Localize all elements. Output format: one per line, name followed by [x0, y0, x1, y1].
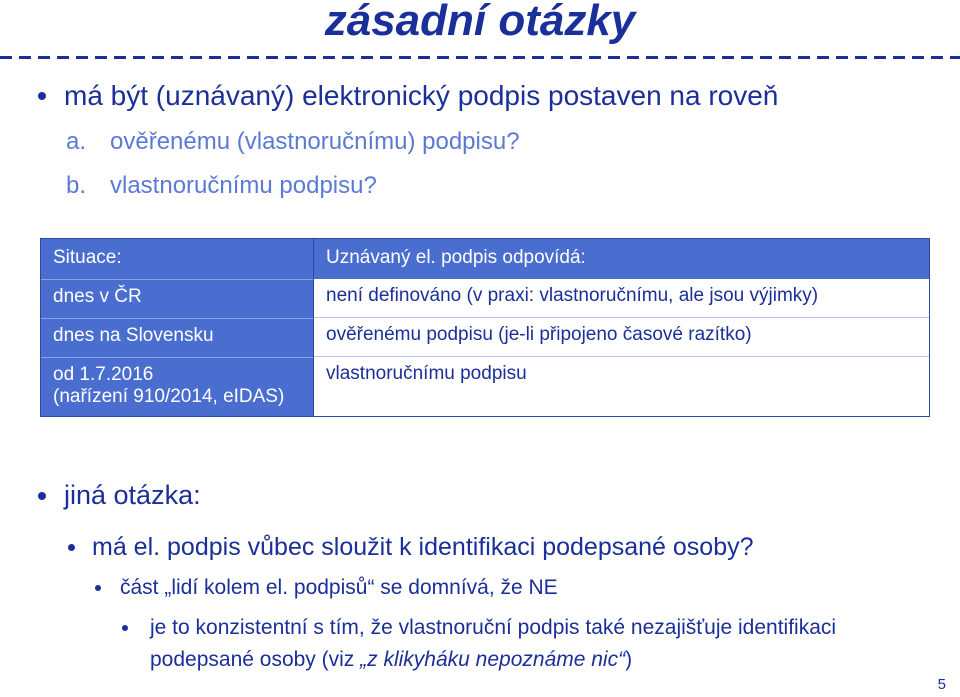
bullet-item — [124, 612, 954, 676]
bullet-text-part: podepsané osoby (viz — [150, 648, 361, 671]
sub-item-text: ověřenému (vlastnoručnímu) podpisu? — [110, 128, 520, 155]
sub-item-label: a. — [66, 128, 87, 155]
bullet-item — [40, 80, 778, 112]
bullet-text: část „lidí kolem el. podpisů“ se domnívá, že NE — [120, 576, 558, 599]
bullet-text — [150, 612, 954, 676]
table-cell: Situace: — [53, 247, 122, 268]
comparison-table — [40, 238, 930, 417]
bullet-dot-icon — [68, 544, 75, 551]
table-cell — [41, 357, 313, 416]
bullet-item — [98, 576, 558, 600]
title-divider — [0, 56, 960, 59]
table-cell: ověřenému podpisu (je-li připojeno časové razítko) — [314, 317, 929, 356]
bullet-dot-icon — [38, 492, 46, 500]
bullet-item — [40, 480, 201, 511]
bullet-item — [70, 533, 754, 562]
sub-item-a — [66, 128, 520, 156]
sub-item-label: b. — [66, 172, 87, 199]
situation-column — [41, 239, 314, 417]
table-cell: dnes na Slovensku — [41, 318, 313, 357]
bullet-text-part: ) — [625, 648, 633, 671]
table-cell: není definováno (v praxi: vlastnoručnímu, ale jsou výjimky) — [326, 285, 819, 306]
table-cell-line: od 1.7.2016 — [53, 364, 154, 385]
page-number: 5 — [937, 676, 946, 693]
bullet-dot-icon — [95, 585, 101, 591]
bullet-text: má být (uznávaný) elektronický podpis postaven na roveň — [64, 80, 779, 111]
bullet-dot-icon — [122, 625, 128, 631]
table-cell: dnes v ČR — [41, 279, 313, 318]
bullet-text: jiná otázka: — [64, 480, 201, 510]
sub-item-b — [66, 172, 377, 200]
bullet-text-line: je to konzistentní s tím, že vlastnoruční podpis také nezajišťuje identifikaci — [150, 616, 837, 639]
signature-column — [314, 239, 930, 417]
bullet-dot-icon — [38, 92, 46, 100]
bullet-text: má el. podpis vůbec sloužit k identifikaci podepsané osoby? — [92, 533, 754, 561]
table-cell-line: (nařízení 910/2014, eIDAS) — [53, 386, 285, 407]
table-cell: vlastnoručnímu podpisu — [314, 356, 929, 415]
sub-item-text: vlastnoručnímu podpisu? — [110, 172, 377, 199]
table-header-cell: Uznávaný el. podpis odpovídá: — [314, 239, 929, 279]
page-title: zásadní otázky — [324, 0, 636, 45]
bullet-text-italic: „z klikyháku nepoznáme nic“ — [360, 648, 626, 671]
